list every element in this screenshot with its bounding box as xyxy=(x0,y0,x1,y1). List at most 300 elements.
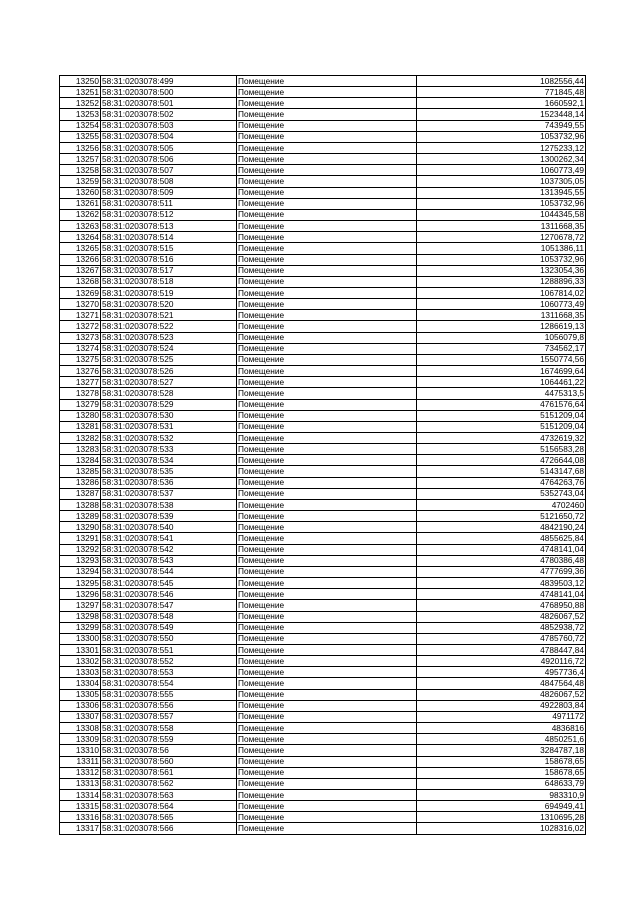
cadastral-value: 4764263,76 xyxy=(417,477,586,488)
cadastral-value: 4475313,5 xyxy=(417,388,586,399)
cadastral-number: 58:31:0203078:537 xyxy=(101,488,237,499)
object-type: Помещение xyxy=(237,667,417,678)
row-number: 13273 xyxy=(60,332,101,343)
cadastral-value: 4920116,72 xyxy=(417,656,586,667)
table-row xyxy=(60,198,586,209)
object-type: Помещение xyxy=(237,622,417,633)
object-type: Помещение xyxy=(237,812,417,823)
row-number: 13283 xyxy=(60,444,101,455)
object-type: Помещение xyxy=(237,600,417,611)
cadastral-number: 58:31:0203078:511 xyxy=(101,198,237,209)
cadastral-value: 734562,17 xyxy=(417,343,586,354)
cadastral-value: 1053732,96 xyxy=(417,254,586,265)
table-row xyxy=(60,87,586,98)
object-type: Помещение xyxy=(237,332,417,343)
object-type: Помещение xyxy=(237,477,417,488)
table-row xyxy=(60,221,586,232)
table-row xyxy=(60,142,586,153)
table-row xyxy=(60,544,586,555)
table-row xyxy=(60,767,586,778)
object-type: Помещение xyxy=(237,578,417,589)
cadastral-number: 58:31:0203078:534 xyxy=(101,455,237,466)
table-row xyxy=(60,656,586,667)
table-row xyxy=(60,366,586,377)
row-number: 13310 xyxy=(60,745,101,756)
cadastral-number: 58:31:0203078:539 xyxy=(101,511,237,522)
cadastral-number: 58:31:0203078:538 xyxy=(101,499,237,510)
cadastral-value: 4788447,84 xyxy=(417,644,586,655)
row-number: 13275 xyxy=(60,354,101,365)
cadastral-number: 58:31:0203078:522 xyxy=(101,321,237,332)
object-type: Помещение xyxy=(237,142,417,153)
row-number: 13308 xyxy=(60,723,101,734)
table-row xyxy=(60,578,586,589)
row-number: 13256 xyxy=(60,142,101,153)
cadastral-number: 58:31:0203078:555 xyxy=(101,689,237,700)
row-number: 13270 xyxy=(60,299,101,310)
table-row xyxy=(60,287,586,298)
cadastral-value: 4852938,72 xyxy=(417,622,586,633)
object-type: Помещение xyxy=(237,410,417,421)
row-number: 13285 xyxy=(60,466,101,477)
row-number: 13268 xyxy=(60,276,101,287)
object-type: Помещение xyxy=(237,299,417,310)
table-row xyxy=(60,232,586,243)
cadastral-value: 1064461,22 xyxy=(417,377,586,388)
cadastral-number: 58:31:0203078:545 xyxy=(101,578,237,589)
table-row xyxy=(60,700,586,711)
cadastral-number: 58:31:0203078:514 xyxy=(101,232,237,243)
table-row xyxy=(60,98,586,109)
cadastral-number: 58:31:0203078:503 xyxy=(101,120,237,131)
cadastral-number: 58:31:0203078:557 xyxy=(101,711,237,722)
object-type: Помещение xyxy=(237,778,417,789)
table-row xyxy=(60,466,586,477)
cadastral-number: 58:31:0203078:540 xyxy=(101,522,237,533)
row-number: 13299 xyxy=(60,622,101,633)
row-number: 13265 xyxy=(60,243,101,254)
object-type: Помещение xyxy=(237,87,417,98)
object-type: Помещение xyxy=(237,287,417,298)
table-row xyxy=(60,209,586,220)
cadastral-number: 58:31:0203078:559 xyxy=(101,734,237,745)
object-type: Помещение xyxy=(237,388,417,399)
cadastral-number: 58:31:0203078:528 xyxy=(101,388,237,399)
table-row xyxy=(60,611,586,622)
cadastral-value: 4780386,48 xyxy=(417,555,586,566)
cadastral-value: 1300262,34 xyxy=(417,154,586,165)
cadastral-value: 5352743,04 xyxy=(417,488,586,499)
cadastral-number: 58:31:0203078:532 xyxy=(101,433,237,444)
cadastral-value: 694949,41 xyxy=(417,801,586,812)
row-number: 13297 xyxy=(60,600,101,611)
cadastral-number: 58:31:0203078:562 xyxy=(101,778,237,789)
cadastral-value: 5151209,04 xyxy=(417,410,586,421)
cadastral-value: 1060773,49 xyxy=(417,165,586,176)
row-number: 13278 xyxy=(60,388,101,399)
cadastral-number: 58:31:0203078:552 xyxy=(101,656,237,667)
cadastral-value-table xyxy=(59,75,586,835)
row-number: 13290 xyxy=(60,522,101,533)
row-number: 13267 xyxy=(60,265,101,276)
row-number: 13295 xyxy=(60,578,101,589)
table-row xyxy=(60,399,586,410)
row-number: 13282 xyxy=(60,433,101,444)
table-row xyxy=(60,644,586,655)
table-row xyxy=(60,812,586,823)
object-type: Помещение xyxy=(237,656,417,667)
table-row xyxy=(60,76,586,87)
row-number: 13286 xyxy=(60,477,101,488)
row-number: 13305 xyxy=(60,689,101,700)
table-row xyxy=(60,499,586,510)
row-number: 13259 xyxy=(60,176,101,187)
cadastral-number: 58:31:0203078:564 xyxy=(101,801,237,812)
table-row xyxy=(60,667,586,678)
cadastral-value: 4836816 xyxy=(417,723,586,734)
table-row xyxy=(60,377,586,388)
table-row xyxy=(60,689,586,700)
cadastral-value: 4826067,52 xyxy=(417,611,586,622)
cadastral-number: 58:31:0203078:56 xyxy=(101,745,237,756)
cadastral-number: 58:31:0203078:531 xyxy=(101,421,237,432)
object-type: Помещение xyxy=(237,343,417,354)
cadastral-number: 58:31:0203078:554 xyxy=(101,678,237,689)
row-number: 13296 xyxy=(60,589,101,600)
cadastral-value: 5156583,28 xyxy=(417,444,586,455)
cadastral-value: 4768950,88 xyxy=(417,600,586,611)
row-number: 13269 xyxy=(60,287,101,298)
cadastral-value: 1051386,11 xyxy=(417,243,586,254)
table-row xyxy=(60,801,586,812)
cadastral-value: 1550774,56 xyxy=(417,354,586,365)
table-row xyxy=(60,421,586,432)
row-number: 13251 xyxy=(60,87,101,98)
cadastral-value: 4957736,4 xyxy=(417,667,586,678)
row-number: 13271 xyxy=(60,310,101,321)
row-number: 13312 xyxy=(60,767,101,778)
cadastral-number: 58:31:0203078:501 xyxy=(101,98,237,109)
table-row xyxy=(60,343,586,354)
table-row xyxy=(60,444,586,455)
cadastral-value: 771845,48 xyxy=(417,87,586,98)
cadastral-number: 58:31:0203078:558 xyxy=(101,723,237,734)
object-type: Помещение xyxy=(237,745,417,756)
table-body xyxy=(60,76,586,835)
table-row xyxy=(60,176,586,187)
cadastral-value: 1660592,1 xyxy=(417,98,586,109)
cadastral-number: 58:31:0203078:563 xyxy=(101,790,237,801)
row-number: 13288 xyxy=(60,499,101,510)
row-number: 13311 xyxy=(60,756,101,767)
cadastral-value: 1311668,35 xyxy=(417,221,586,232)
cadastral-value: 1028316,02 xyxy=(417,823,586,834)
cadastral-number: 58:31:0203078:560 xyxy=(101,756,237,767)
cadastral-value: 1288896,33 xyxy=(417,276,586,287)
object-type: Помещение xyxy=(237,823,417,834)
object-type: Помещение xyxy=(237,756,417,767)
object-type: Помещение xyxy=(237,700,417,711)
object-type: Помещение xyxy=(237,98,417,109)
cadastral-value: 158678,65 xyxy=(417,767,586,778)
cadastral-value: 1067814,02 xyxy=(417,287,586,298)
table-row xyxy=(60,589,586,600)
row-number: 13307 xyxy=(60,711,101,722)
object-type: Помещение xyxy=(237,544,417,555)
table-row xyxy=(60,310,586,321)
object-type: Помещение xyxy=(237,399,417,410)
cadastral-value: 3284787,18 xyxy=(417,745,586,756)
row-number: 13255 xyxy=(60,131,101,142)
cadastral-number: 58:31:0203078:565 xyxy=(101,812,237,823)
cadastral-value: 4748141,04 xyxy=(417,544,586,555)
cadastral-number: 58:31:0203078:533 xyxy=(101,444,237,455)
table-row xyxy=(60,354,586,365)
cadastral-number: 58:31:0203078:518 xyxy=(101,276,237,287)
cadastral-number: 58:31:0203078:519 xyxy=(101,287,237,298)
object-type: Помещение xyxy=(237,533,417,544)
cadastral-value: 4826067,52 xyxy=(417,689,586,700)
table-row xyxy=(60,187,586,198)
cadastral-value: 4855625,84 xyxy=(417,533,586,544)
object-type: Помещение xyxy=(237,109,417,120)
row-number: 13257 xyxy=(60,154,101,165)
row-number: 13292 xyxy=(60,544,101,555)
table-row xyxy=(60,276,586,287)
cadastral-number: 58:31:0203078:535 xyxy=(101,466,237,477)
table-row xyxy=(60,433,586,444)
row-number: 13304 xyxy=(60,678,101,689)
object-type: Помещение xyxy=(237,455,417,466)
table-row xyxy=(60,109,586,120)
cadastral-value: 4748141,04 xyxy=(417,589,586,600)
cadastral-number: 58:31:0203078:507 xyxy=(101,165,237,176)
row-number: 13309 xyxy=(60,734,101,745)
cadastral-value: 158678,65 xyxy=(417,756,586,767)
row-number: 13301 xyxy=(60,644,101,655)
cadastral-number: 58:31:0203078:509 xyxy=(101,187,237,198)
table-row xyxy=(60,154,586,165)
row-number: 13316 xyxy=(60,812,101,823)
cadastral-number: 58:31:0203078:521 xyxy=(101,310,237,321)
object-type: Помещение xyxy=(237,209,417,220)
table-row xyxy=(60,332,586,343)
object-type: Помещение xyxy=(237,232,417,243)
cadastral-number: 58:31:0203078:530 xyxy=(101,410,237,421)
cadastral-number: 58:31:0203078:550 xyxy=(101,633,237,644)
table-row xyxy=(60,555,586,566)
object-type: Помещение xyxy=(237,165,417,176)
cadastral-number: 58:31:0203078:513 xyxy=(101,221,237,232)
cadastral-value: 1044345,58 xyxy=(417,209,586,220)
object-type: Помещение xyxy=(237,243,417,254)
table-row xyxy=(60,410,586,421)
cadastral-value: 1056079,8 xyxy=(417,332,586,343)
cadastral-value: 4971172 xyxy=(417,711,586,722)
table-row xyxy=(60,388,586,399)
row-number: 13294 xyxy=(60,566,101,577)
cadastral-value: 5121650,72 xyxy=(417,511,586,522)
row-number: 13314 xyxy=(60,790,101,801)
cadastral-value: 4922803,84 xyxy=(417,700,586,711)
table-row xyxy=(60,566,586,577)
cadastral-value: 5143147,68 xyxy=(417,466,586,477)
cadastral-value: 1523448,14 xyxy=(417,109,586,120)
cadastral-value: 4839503,12 xyxy=(417,578,586,589)
object-type: Помещение xyxy=(237,633,417,644)
cadastral-value: 5151209,04 xyxy=(417,421,586,432)
cadastral-number: 58:31:0203078:536 xyxy=(101,477,237,488)
row-number: 13293 xyxy=(60,555,101,566)
table-row xyxy=(60,488,586,499)
cadastral-value: 1311668,35 xyxy=(417,310,586,321)
cadastral-number: 58:31:0203078:500 xyxy=(101,87,237,98)
row-number: 13260 xyxy=(60,187,101,198)
cadastral-number: 58:31:0203078:499 xyxy=(101,76,237,87)
row-number: 13252 xyxy=(60,98,101,109)
cadastral-number: 58:31:0203078:505 xyxy=(101,142,237,153)
cadastral-number: 58:31:0203078:508 xyxy=(101,176,237,187)
cadastral-number: 58:31:0203078:515 xyxy=(101,243,237,254)
cadastral-value: 4850251,6 xyxy=(417,734,586,745)
object-type: Помещение xyxy=(237,644,417,655)
cadastral-value: 1275233,12 xyxy=(417,142,586,153)
object-type: Помещение xyxy=(237,444,417,455)
table-row xyxy=(60,120,586,131)
cadastral-number: 58:31:0203078:549 xyxy=(101,622,237,633)
cadastral-value: 4702460 xyxy=(417,499,586,510)
cadastral-value: 648633,79 xyxy=(417,778,586,789)
cadastral-value: 4726644,08 xyxy=(417,455,586,466)
table-row xyxy=(60,622,586,633)
object-type: Помещение xyxy=(237,310,417,321)
cadastral-number: 58:31:0203078:553 xyxy=(101,667,237,678)
cadastral-number: 58:31:0203078:516 xyxy=(101,254,237,265)
object-type: Помещение xyxy=(237,221,417,232)
row-number: 13281 xyxy=(60,421,101,432)
row-number: 13258 xyxy=(60,165,101,176)
object-type: Помещение xyxy=(237,276,417,287)
object-type: Помещение xyxy=(237,120,417,131)
row-number: 13254 xyxy=(60,120,101,131)
cadastral-value: 1037305,05 xyxy=(417,176,586,187)
object-type: Помещение xyxy=(237,790,417,801)
object-type: Помещение xyxy=(237,154,417,165)
table-row xyxy=(60,723,586,734)
cadastral-value: 1053732,96 xyxy=(417,198,586,209)
table-row xyxy=(60,711,586,722)
row-number: 13266 xyxy=(60,254,101,265)
object-type: Помещение xyxy=(237,522,417,533)
table-row xyxy=(60,299,586,310)
table-row xyxy=(60,745,586,756)
table-row xyxy=(60,131,586,142)
table-row xyxy=(60,778,586,789)
row-number: 13291 xyxy=(60,533,101,544)
cadastral-number: 58:31:0203078:546 xyxy=(101,589,237,600)
cadastral-value: 4847564,48 xyxy=(417,678,586,689)
cadastral-number: 58:31:0203078:547 xyxy=(101,600,237,611)
table-row xyxy=(60,254,586,265)
row-number: 13274 xyxy=(60,343,101,354)
table-row xyxy=(60,633,586,644)
table-row xyxy=(60,790,586,801)
cadastral-value: 4777699,36 xyxy=(417,566,586,577)
row-number: 13250 xyxy=(60,76,101,87)
object-type: Помещение xyxy=(237,265,417,276)
cadastral-value: 4842190,24 xyxy=(417,522,586,533)
object-type: Помещение xyxy=(237,589,417,600)
cadastral-number: 58:31:0203078:561 xyxy=(101,767,237,778)
row-number: 13261 xyxy=(60,198,101,209)
object-type: Помещение xyxy=(237,711,417,722)
object-type: Помещение xyxy=(237,321,417,332)
row-number: 13317 xyxy=(60,823,101,834)
row-number: 13315 xyxy=(60,801,101,812)
cadastral-number: 58:31:0203078:506 xyxy=(101,154,237,165)
table-row xyxy=(60,533,586,544)
object-type: Помещение xyxy=(237,176,417,187)
row-number: 13280 xyxy=(60,410,101,421)
row-number: 13303 xyxy=(60,667,101,678)
cadastral-value: 1323054,36 xyxy=(417,265,586,276)
cadastral-number: 58:31:0203078:556 xyxy=(101,700,237,711)
cadastral-number: 58:31:0203078:542 xyxy=(101,544,237,555)
cadastral-number: 58:31:0203078:548 xyxy=(101,611,237,622)
table-row xyxy=(60,678,586,689)
object-type: Помещение xyxy=(237,354,417,365)
row-number: 13300 xyxy=(60,633,101,644)
table-row xyxy=(60,243,586,254)
cadastral-number: 58:31:0203078:512 xyxy=(101,209,237,220)
row-number: 13284 xyxy=(60,455,101,466)
cadastral-value: 1310695,28 xyxy=(417,812,586,823)
object-type: Помещение xyxy=(237,734,417,745)
row-number: 13276 xyxy=(60,366,101,377)
cadastral-number: 58:31:0203078:523 xyxy=(101,332,237,343)
table-row xyxy=(60,321,586,332)
cadastral-value: 1082556,44 xyxy=(417,76,586,87)
object-type: Помещение xyxy=(237,366,417,377)
table-row xyxy=(60,522,586,533)
row-number: 13253 xyxy=(60,109,101,120)
object-type: Помещение xyxy=(237,555,417,566)
cadastral-number: 58:31:0203078:520 xyxy=(101,299,237,310)
object-type: Помещение xyxy=(237,254,417,265)
table-row xyxy=(60,511,586,522)
cadastral-value: 1270678,72 xyxy=(417,232,586,243)
object-type: Помещение xyxy=(237,76,417,87)
row-number: 13279 xyxy=(60,399,101,410)
object-type: Помещение xyxy=(237,131,417,142)
cadastral-value: 1313945,55 xyxy=(417,187,586,198)
cadastral-number: 58:31:0203078:541 xyxy=(101,533,237,544)
row-number: 13277 xyxy=(60,377,101,388)
cadastral-number: 58:31:0203078:524 xyxy=(101,343,237,354)
cadastral-number: 58:31:0203078:529 xyxy=(101,399,237,410)
row-number: 13264 xyxy=(60,232,101,243)
object-type: Помещение xyxy=(237,801,417,812)
cadastral-value: 4732619,32 xyxy=(417,433,586,444)
cadastral-number: 58:31:0203078:527 xyxy=(101,377,237,388)
cadastral-value: 4785760,72 xyxy=(417,633,586,644)
row-number: 13287 xyxy=(60,488,101,499)
object-type: Помещение xyxy=(237,433,417,444)
row-number: 13302 xyxy=(60,656,101,667)
object-type: Помещение xyxy=(237,611,417,622)
table-row xyxy=(60,477,586,488)
table-row xyxy=(60,823,586,834)
